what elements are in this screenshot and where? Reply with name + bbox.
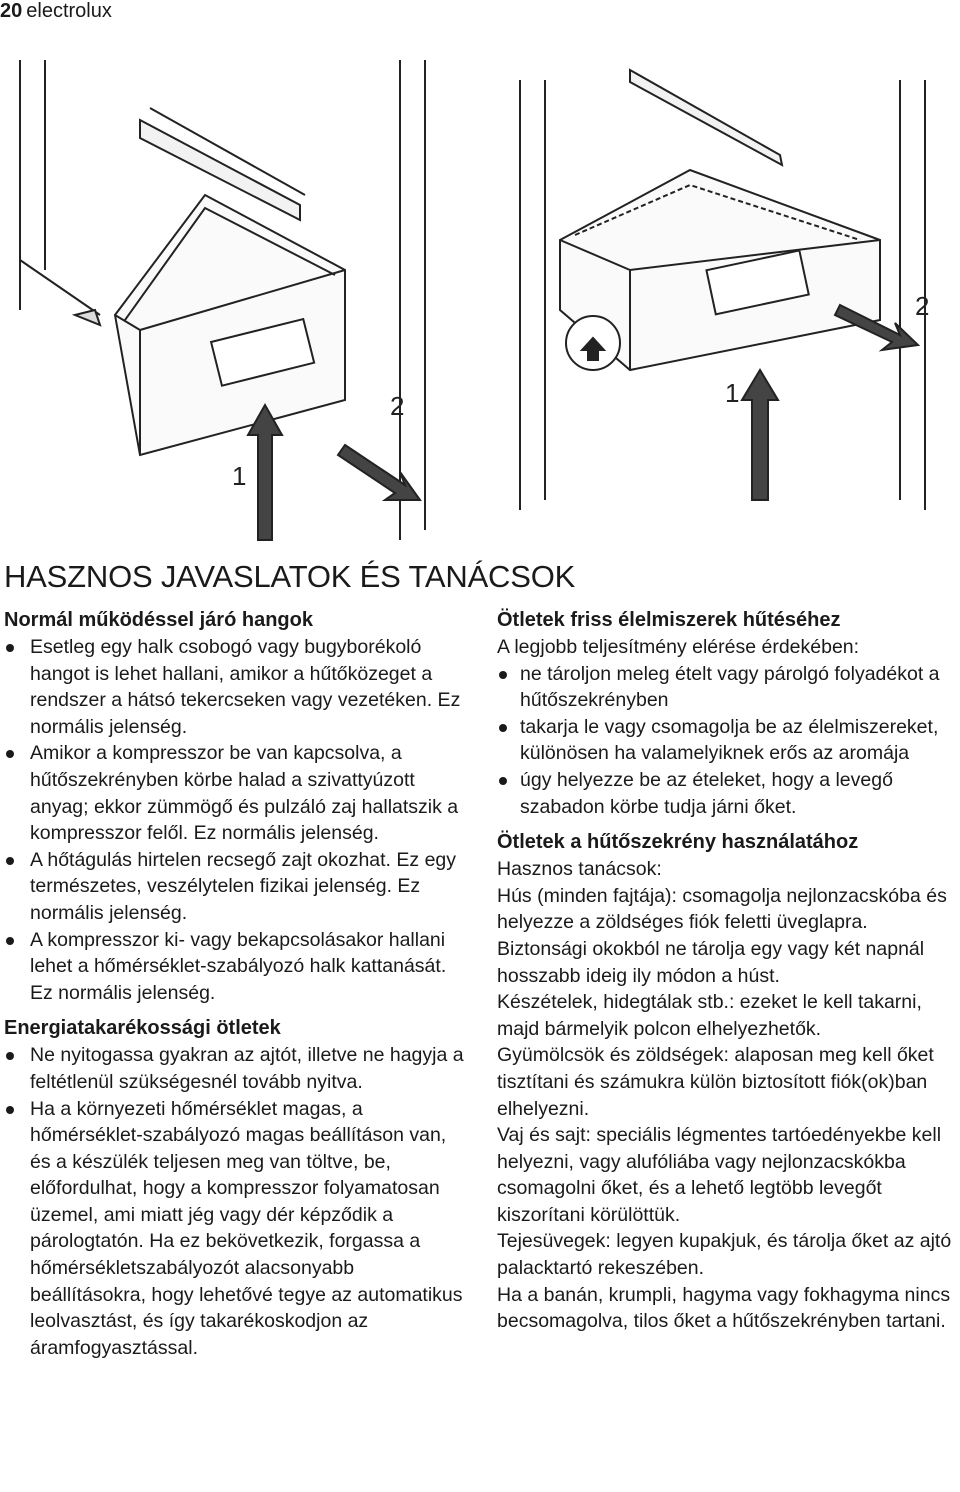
right-drawer-panel	[520, 70, 925, 510]
usage-paragraph: Hús (minden fajtája): csomagolja nejlonzacskóba és helyezze a zöldséges fiók feletti üveglapra.	[497, 884, 947, 934]
fresh-list	[497, 661, 952, 821]
left-label-1: 1	[232, 461, 247, 491]
usage-paragraph: Hasznos tanácsok:	[497, 858, 662, 881]
usage-paragraph: Ha a banán, krumpli, hagyma vagy fokhagyma nincs becsomagolva, tilos őket a hűtőszekrényben tartani.	[497, 1283, 951, 1333]
list-item: Ha a környezeti hőmérséklet magas, a hőmérséklet-szabályozó magas beállításon van, és a készülék teljesen meg van töltve, be, előfordulhat, hogy a kompresszor folyamatosan üzemel, ami miatt jég vagy dér képződik a párologtatón. Ha ez bekövetkezik, forgassa a hőmérsékletszabályozót alacsonyabb beállításokra, hogy lehetővé tegye az automatikus leolvasztást, és így takarékoskodjon az áramfogyasztással.	[4, 1096, 469, 1362]
list-item: ne tároljon meleg ételt vagy párolgó folyadékot a hűtőszekrényben	[497, 661, 952, 714]
page-number: 20	[0, 0, 23, 22]
energy-list	[4, 1042, 469, 1361]
usage-paragraph: Vaj és sajt: speciális légmentes tartóedényekbe kell helyezni, vagy alufóliába vagy nejlonzacskókba csomagolni őket, és a lehető legtöbb levegőt kiszorítani körülöttük.	[497, 1124, 942, 1226]
usage-paragraph: Biztonsági okokból ne tárolja egy vagy két napnál hosszabb ideig ily módon a húst.	[497, 937, 925, 987]
list-item: úgy helyezze be az ételeket, hogy a levegő szabadon körbe tudja járni őket.	[497, 767, 952, 820]
drawer-removal-figure	[0, 60, 960, 560]
section-title: HASZNOS JAVASLATOK ÉS TANÁCSOK	[4, 559, 576, 594]
energy-heading: Energiatakarékossági ötletek	[4, 1017, 281, 1040]
list-item: Ne nyitogassa gyakran az ajtót, illetve ne hagyja a feltétlenül szükségesnél tovább nyitva.	[4, 1042, 469, 1095]
usage-paragraph: Tejesüvegek: legyen kupakjuk, és tárolja őket az ajtó palacktartó rekeszében.	[497, 1230, 952, 1280]
left-drawer-panel	[20, 60, 425, 540]
sounds-heading: Normál működéssel járó hangok	[4, 609, 313, 631]
list-item: A hőtágulás hirtelen recsegő zajt okozhat. Ez egy természetes, veszélytelen fizikai jelenség. Ez normális jelenség.	[4, 847, 469, 927]
usage-heading: Ötletek a hűtőszekrény használatához	[497, 831, 859, 854]
list-item: A kompresszor ki- vagy bekapcsolásakor hallani lehet a hőmérséklet-szabályozó halk kattanását. Ez normális jelenség.	[4, 927, 469, 1007]
right-column	[497, 606, 952, 1335]
fresh-intro: A legjobb teljesítmény elérése érdekében:	[497, 636, 860, 658]
left-label-2: 2	[390, 391, 405, 421]
usage-paragraph: Készételek, hidegtálak stb.: ezeket le kell takarni, majd bármelyik polcon elhelyezhetők.	[497, 991, 922, 1040]
sounds-list	[4, 634, 469, 1006]
page-header	[0, 0, 112, 22]
drawer-illustration	[0, 60, 960, 560]
usage-paragraph: Gyümölcsök és zöldségek: alaposan meg kell őket tisztítani és számukra külön biztosított fiók(ok)ban elhelyezni.	[497, 1044, 934, 1120]
brand-name: electrolux	[26, 0, 112, 22]
left-column	[4, 606, 469, 1369]
list-item: takarja le vagy csomagolja be az élelmiszereket, különösen ha valamelyiknek erős az aromája	[497, 714, 952, 767]
right-label-2: 2	[915, 291, 930, 321]
list-item: Esetleg egy halk csobogó vagy bugyborékoló hangot is lehet hallani, amikor a hűtőközeget a rendszer a hátsó tekercseken vagy vezetéken. Ez normális jelenség.	[4, 634, 469, 740]
right-label-1: 1	[725, 378, 740, 408]
fresh-heading: Ötletek friss élelmiszerek hűtéséhez	[497, 609, 841, 631]
list-item: Amikor a kompresszor be van kapcsolva, a hűtőszekrényben körbe halad a szivattyúzott anyag; ekkor zümmögő és pulzáló zaj hallatszik a kompresszor felől. Ez normális jelenség.	[4, 740, 469, 846]
